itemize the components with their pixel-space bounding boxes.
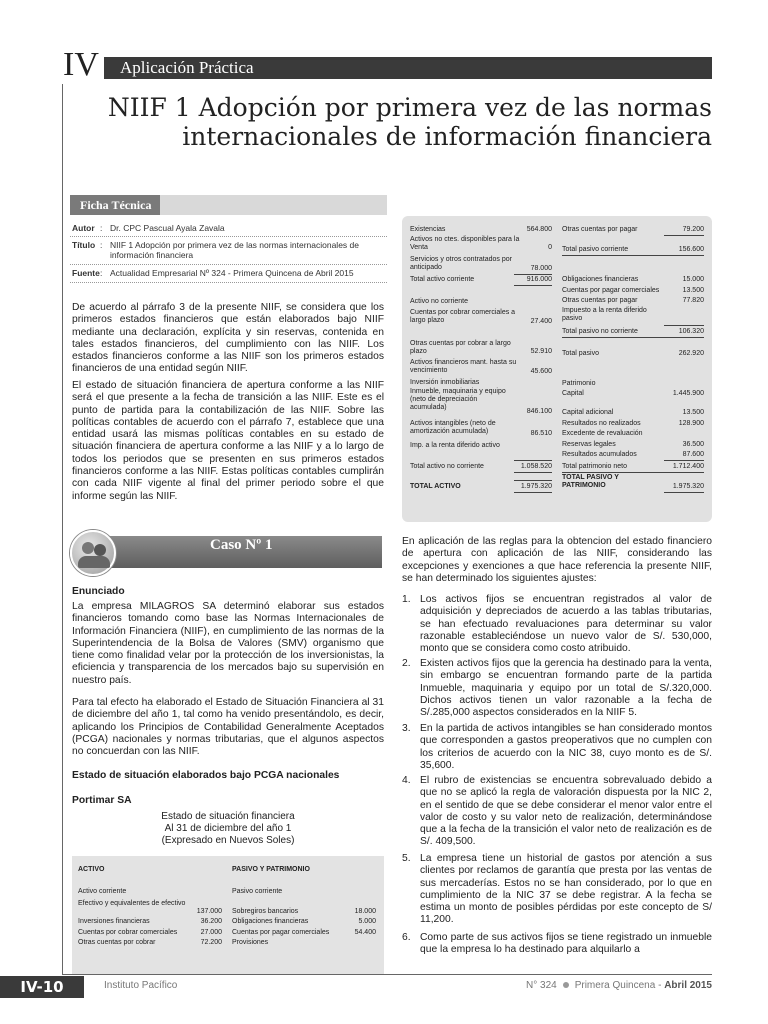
balance-value: 1.712.400: [672, 463, 704, 470]
row-value: 5.000: [358, 918, 376, 925]
balance-value: 15.000: [682, 276, 704, 283]
enunciado-heading: Enunciado: [72, 586, 125, 597]
total-rule: [514, 480, 552, 481]
bullet-icon: [563, 982, 569, 988]
adjustment-number: 4.: [402, 775, 411, 786]
subheader-activo-corriente: Activo corriente: [78, 888, 127, 895]
row-value: 54.400: [354, 929, 376, 936]
balance-label: TOTAL ACTIVO: [410, 483, 461, 490]
balance-label: Total patrimonio neto: [562, 463, 627, 470]
balance-label: Activos no ctes. disponibles para la Venta: [410, 236, 520, 251]
row-label: Provisiones: [232, 939, 269, 946]
balance-value: 1.975.320: [520, 483, 552, 490]
balance-label: Servicios y otros contratados por anticipado: [410, 256, 512, 271]
row-label: Cuentas por pagar comerciales: [232, 929, 330, 936]
ficha-row-titulo: [72, 240, 387, 260]
statement-title-line1: Estado de situación financiera: [161, 811, 295, 822]
balance-label: Otras cuentas por pagar: [562, 297, 638, 304]
ficha-divider: [70, 236, 387, 237]
ficha-row-fuente: [72, 268, 387, 278]
balance-label: TOTAL PASIVO Y PATRIMONIO: [562, 474, 619, 489]
adjustments-intro: En aplicación de las reglas para la obtencion del estado financiero de apertura con aplicación de las NIIF, considerando las excepciones y exenciones a que hace referencia la presente NIIF, se han determinado los siguientes ajustes:: [402, 536, 712, 584]
adjustment-item: [402, 775, 712, 849]
balance-value: 77.820: [682, 297, 704, 304]
balance-value: 916.000: [526, 276, 552, 283]
subtotal-rule: [664, 460, 704, 461]
adjustment-number: 2.: [402, 658, 411, 669]
caso-banner: [70, 530, 382, 570]
balance-label: Patrimonio: [562, 380, 596, 387]
issue-month: Abril 2015: [664, 980, 712, 991]
ficha-key: Fuente: [72, 268, 100, 278]
balance-label: Inmueble, maquinaria y equipo (neto de depreciación acumulada): [410, 388, 506, 411]
adjustment-text: Los activos fijos se encuentran registrados al valor de adquisición y depreciados de acuerdo a las tablas tributarias, se han efectuado revaluaciones para determinar su valor razonable estableciéndose un nuevo valor de S/. 530,000, monto que se considera como costo atribuido.: [420, 594, 712, 655]
intro-paragraph-1: De acuerdo al párrafo 3 de la presente NIIF, se considera que los primeros estados financieros que están elaborados bajo NIIF mediante una declaración, explícita y sin reservas, contenida en tales estados financieros, del cumplimiento con las NIIF. Los estados financieros conforme a las NIIF son los primeros estados financieros de una entidad según NIIF.: [72, 302, 384, 375]
total-rule: [514, 472, 552, 473]
adjustment-number: 5.: [402, 853, 411, 864]
balance-value: 1.445.900: [672, 390, 704, 397]
section-roman-numeral: IV: [63, 46, 99, 83]
article-title: [92, 93, 712, 151]
total-rule: [562, 337, 704, 338]
ficha-divider: [70, 282, 387, 283]
balance-value: 36.500: [682, 441, 704, 448]
balance-value: 45.600: [530, 368, 552, 375]
row-label: Obligaciones financieras: [232, 918, 309, 925]
total-rule: [664, 492, 704, 493]
adjustment-text: La empresa tiene un historial de gastos por atención a sus clientes por reclamos de garantía que presta por las ventas de sus mercaderías. Estos no se han considerado, por lo que en cumplimiento de la NIC 37 se debe registrar. A la fecha se estima un monto de posibles pérdidas por este concepto de S/ 11,200.: [420, 853, 712, 926]
balance-label: Total pasivo corriente: [562, 246, 629, 253]
footer-publisher: Instituto Pacífico: [104, 980, 178, 991]
subheader-pasivo-corriente: Pasivo corriente: [232, 888, 283, 895]
caso-paragraph-2: Para tal efecto ha elaborado el Estado de Situación Financiera al 31 de diciembre del año 1, tal como ha venido presentándolo, es decir, aplicando los Principios de Contabilidad Generalmente Aceptados (PCGA) nacionales y normas tributarias, que el algunos aspectos no concuerdan con las NIIF.: [72, 697, 384, 758]
balance-label: Inversión inmobiliarias: [410, 379, 480, 386]
balance-label: Impuesto a la renta diferido pasivo: [562, 307, 647, 322]
ficha-colon: :: [100, 268, 103, 278]
balance-label: Activo no corriente: [410, 298, 468, 305]
adjustment-item: [402, 853, 712, 927]
balance-label: Activos financieros mant. hasta su vencimiento: [410, 359, 517, 374]
balance-value: 13.500: [682, 287, 704, 294]
article-title-line1: NIIF 1 Adopción por primera vez de las normas: [107, 93, 712, 122]
balance-label: Reservas legales: [562, 441, 616, 448]
row-value: 137.000: [196, 908, 222, 915]
balance-label: Existencias: [410, 226, 446, 233]
ficha-tecnica-title: Ficha Técnica: [70, 195, 160, 215]
section-title: Aplicación Práctica: [120, 58, 254, 77]
balance-value: 156.600: [678, 246, 704, 253]
balance-value: 846.100: [526, 408, 552, 415]
row-value: 27.000: [200, 929, 222, 936]
ficha-tecnica-header: [70, 195, 387, 215]
section-bar: [62, 57, 712, 79]
adjustment-number: 6.: [402, 932, 411, 943]
row-value: 72.200: [200, 939, 222, 946]
adjustment-item: [402, 658, 712, 719]
row-label: Otras cuentas por cobrar: [78, 939, 156, 946]
subtotal-rule: [664, 235, 704, 236]
balance-label: Obligaciones financieras: [562, 276, 639, 283]
ficha-key: Título: [72, 240, 96, 250]
balance-label: Excedente de revaluación: [562, 430, 643, 437]
adjustment-item: [402, 932, 712, 957]
balance-label: Cuentas por cobrar comerciales a largo plazo: [410, 309, 516, 324]
footer-rule: [62, 974, 712, 975]
balance-value: 1.975.320: [672, 483, 704, 490]
ficha-value: Actualidad Empresarial Nº 324 - Primera Quincena de Abril 2015: [110, 268, 354, 278]
total-rule: [562, 255, 704, 256]
subtotal-rule: [664, 325, 704, 326]
adjustment-number: 3.: [402, 723, 411, 734]
header-pasivo: PASIVO Y PATRIMONIO: [232, 866, 310, 873]
ficha-colon: :: [100, 223, 103, 233]
adjustment-item: [402, 594, 712, 655]
caso-label: Caso Nº 1: [210, 537, 273, 553]
ficha-value: Dr. CPC Pascual Ayala Zavala: [110, 223, 225, 233]
total-rule: [514, 285, 552, 286]
issue-number: N° 324: [526, 980, 557, 991]
adjustment-text: En la partida de activos intangibles se han considerado montos que corresponden a gastos preoperativos que no cumplen con los criterios de acuerdo con la NIC 38, cuyo monto es de S/. 35,600.: [420, 723, 712, 771]
pcga-subtitle: Estado de situación elaborados bajo PCGA nacionales: [72, 770, 340, 781]
balance-value: 87.600: [682, 451, 704, 458]
balance-value: 52.910: [530, 348, 552, 355]
balance-value: 1.058.520: [520, 463, 552, 470]
statement-title: [72, 811, 384, 847]
row-value: 36.200: [200, 918, 222, 925]
balance-value: 106.320: [678, 328, 704, 335]
balance-value: 0: [548, 244, 552, 251]
balance-value: 13.500: [682, 409, 704, 416]
balance-label: Otras cuentas por pagar: [562, 226, 638, 233]
balance-value: 78.000: [530, 265, 552, 272]
balance-label: Capital: [562, 390, 584, 397]
row-label: Sobregiros bancarios: [232, 908, 299, 915]
balance-value: 564.800: [526, 226, 552, 233]
adjustment-item: [402, 723, 712, 772]
balance-label: Imp. a la renta diferido activo: [410, 442, 500, 449]
adjustment-number: 1.: [402, 594, 411, 605]
balance-label: Total activo no corriente: [410, 463, 484, 470]
balance-label: Resultados acumulados: [562, 451, 637, 458]
article-title-line2: internacionales de información financiera: [182, 122, 712, 151]
ficha-colon: :: [100, 240, 103, 250]
balance-label: Capital adicional: [562, 409, 614, 416]
total-rule: [562, 472, 704, 473]
balance-value: 262.920: [678, 350, 704, 357]
page-number: IV-10: [0, 976, 84, 998]
balance-label: Total pasivo no corriente: [562, 328, 638, 335]
total-rule: [514, 492, 552, 493]
subtotal-rule: [514, 274, 552, 275]
caso-paragraph-1: La empresa MILAGROS SA determinó elaborar sus estados financieros tomando como base las Normas Internacionales de Información Financiera (NIIF), en cumplimiento de las normas de la Superintendencia de la Bolsa de Valores (SMV) organismo que tiene como finalidad velar por la protección de los inversionistas, la eficiencia y transparencia de los mercados bajo su supervisión en nuestro país.: [72, 601, 384, 686]
balance-panel-continued: [402, 216, 712, 522]
balance-label: Activos intangibles (neto de amortización acumulada): [410, 420, 496, 435]
balance-value: 27.400: [530, 318, 552, 325]
balance-value: 128.900: [678, 420, 704, 427]
row-label: Cuentas por cobrar comerciales: [78, 929, 178, 936]
issue-period: Primera Quincena -: [574, 980, 662, 991]
people-icon: [70, 530, 116, 576]
row-label: Inversiones financieras: [78, 918, 150, 925]
intro-paragraph-2: El estado de situación financiera de apertura conforme a las NIIF será el que presente a la fecha de transición a las NIIF. Este es el punto de partida para la contabilización de las NIIF. Sobre las políticas contables de acuerdo con el párrafo 7, establece que una entidad usará las mismas políticas contables en su estado de situación financiera de apertura conforme a las NIIF y a lo largo de todos los periodos que se presenten en sus primeros estados financieros conforme a las NIIF. Estas políticas contables cumplirán con cada NIIF vigente al final del primer periodo sobre el que informe según las NIIF.: [72, 380, 384, 502]
ficha-row-autor: [72, 223, 387, 233]
ficha-key: Autor: [72, 223, 95, 233]
row-value: 18.000: [354, 908, 376, 915]
balance-label: Resultados no realizados: [562, 420, 641, 427]
ficha-value: NIIF 1 Adopción por primera vez de las normas internacionales de información financiera: [110, 240, 359, 260]
footer-issue: [526, 980, 712, 991]
balance-value: 79.200: [682, 226, 704, 233]
statement-title-line3: (Expresado en Nuevos Soles): [161, 835, 295, 846]
balance-value: 86.510: [530, 430, 552, 437]
ficha-divider: [70, 264, 387, 265]
balance-table-pcga: [72, 856, 384, 974]
adjustment-text: El rubro de existencias se encuentra sobrevaluado debido a que no se aplicó la regla de valoración dispuesta por la NIC 2, en el sentido de que se debe considerar el menor valor entre el valor de costo y su valor neto de realización, determinándose que a la fecha de la transición el valor neto de realización es de S/. 409,500.: [420, 775, 712, 848]
statement-title-line2: Al 31 de diciembre del año 1: [164, 823, 292, 834]
balance-label: Otras cuentas por cobrar a largo plazo: [410, 340, 511, 355]
balance-label: Total pasivo: [562, 350, 599, 357]
adjustment-text: Como parte de sus activos fijos se tiene registrado un inmueble que la empresa lo ha destinado para alquilarlo a: [420, 932, 712, 956]
row-label: Efectivo y equivalentes de efectivo: [78, 900, 186, 907]
subtotal-rule: [514, 460, 552, 461]
left-margin-rule: [62, 56, 63, 974]
balance-label: Total activo corriente: [410, 276, 475, 283]
balance-label: Cuentas por pagar comerciales: [562, 287, 660, 294]
header-activo: ACTIVO: [78, 866, 105, 873]
company-name: Portimar SA: [72, 795, 132, 806]
adjustment-text: Existen activos fijos que la gerencia ha destinado para la venta, sin embargo se encuentran formando parte de la partida Inmueble, maquinaria y equipo por un total de S/.320,000. Dichos activos tienen un valor razonable a la fecha de S/.285,000 aspectos considerados en la NIIF 5.: [420, 658, 712, 719]
